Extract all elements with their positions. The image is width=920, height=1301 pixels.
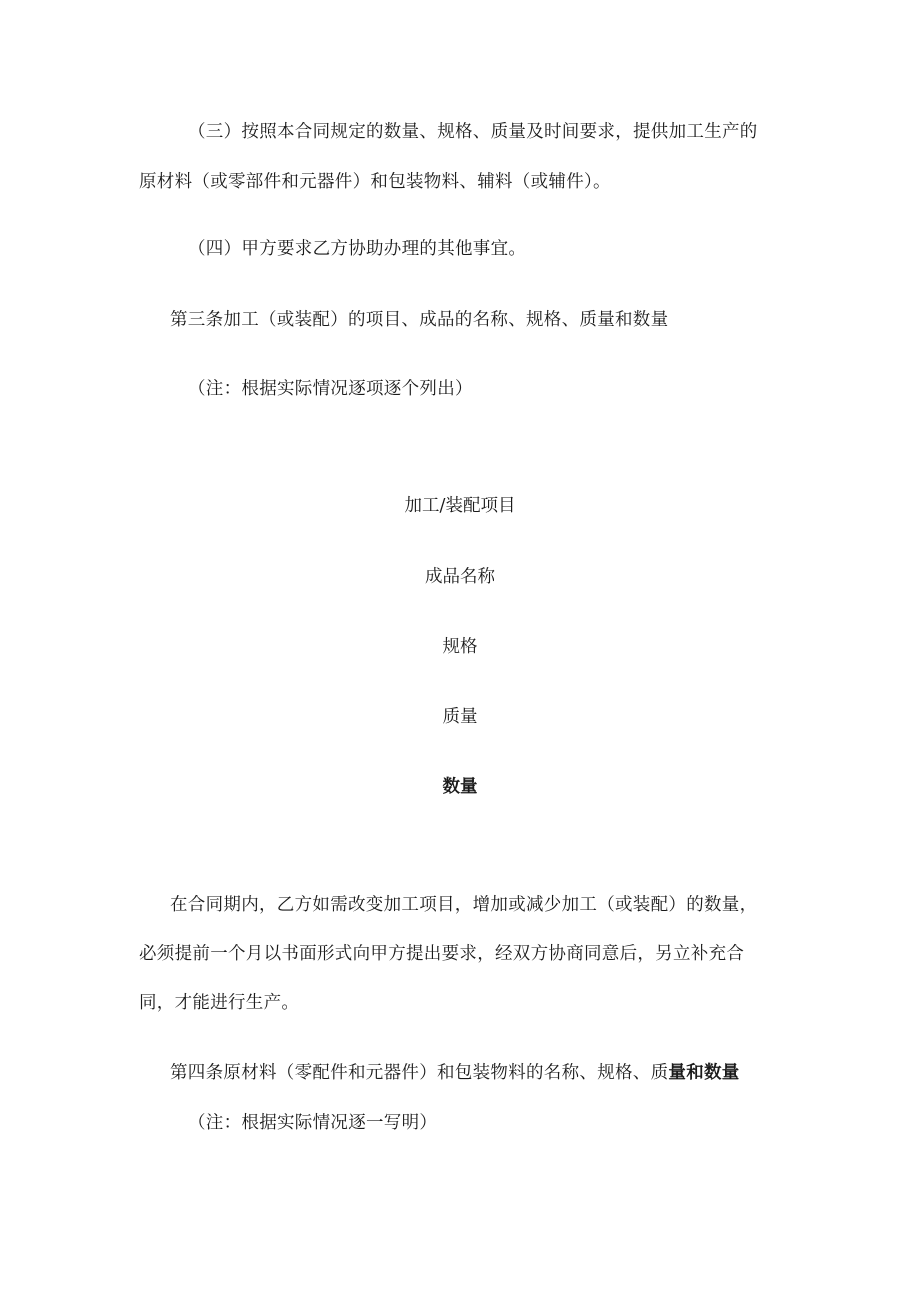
header-quantity: 数量 bbox=[442, 777, 478, 797]
clause-3-item-4: （四）甲方要求乙方协助办理的其他事宜。 bbox=[188, 239, 527, 259]
change-paragraph-line-3: 同，才能进行生产。 bbox=[139, 993, 300, 1013]
article-3-note: （注：根据实际情况逐项逐个列出） bbox=[188, 379, 473, 399]
article-4-title-part-1: 第四条原材料（零配件和元器件）和包装物料的名称、规格、质 bbox=[170, 1063, 669, 1083]
article-4-note: （注：根据实际情况逐一写明） bbox=[188, 1113, 438, 1133]
clause-3-item-3-line-1: （三）按照本合同规定的数量、规格、质量及时间要求，提供加工生产的 bbox=[188, 122, 758, 142]
change-paragraph-line-1: 在合同期内，乙方如需改变加工项目，增加或减少加工（或装配）的数量， bbox=[170, 895, 758, 915]
header-specification: 规格 bbox=[442, 637, 478, 657]
header-quality: 质量 bbox=[442, 707, 478, 727]
header-processing-project: 加工/装配项目 bbox=[404, 496, 516, 516]
article-4-title bbox=[170, 1065, 740, 1083]
article-4-title-part-2: 量和数量 bbox=[668, 1063, 740, 1083]
header-product-name: 成品名称 bbox=[425, 567, 495, 587]
clause-3-item-3-line-2: 原材料（或零部件和元器件）和包装物料、辅料（或辅件）。 bbox=[139, 172, 611, 192]
article-3-title: 第三条加工（或装配）的项目、成品的名称、规格、质量和数量 bbox=[170, 310, 669, 330]
change-paragraph-line-2: 必须提前一个月以书面形式向甲方提出要求，经双方协商同意后，另立补充合 bbox=[139, 944, 745, 964]
